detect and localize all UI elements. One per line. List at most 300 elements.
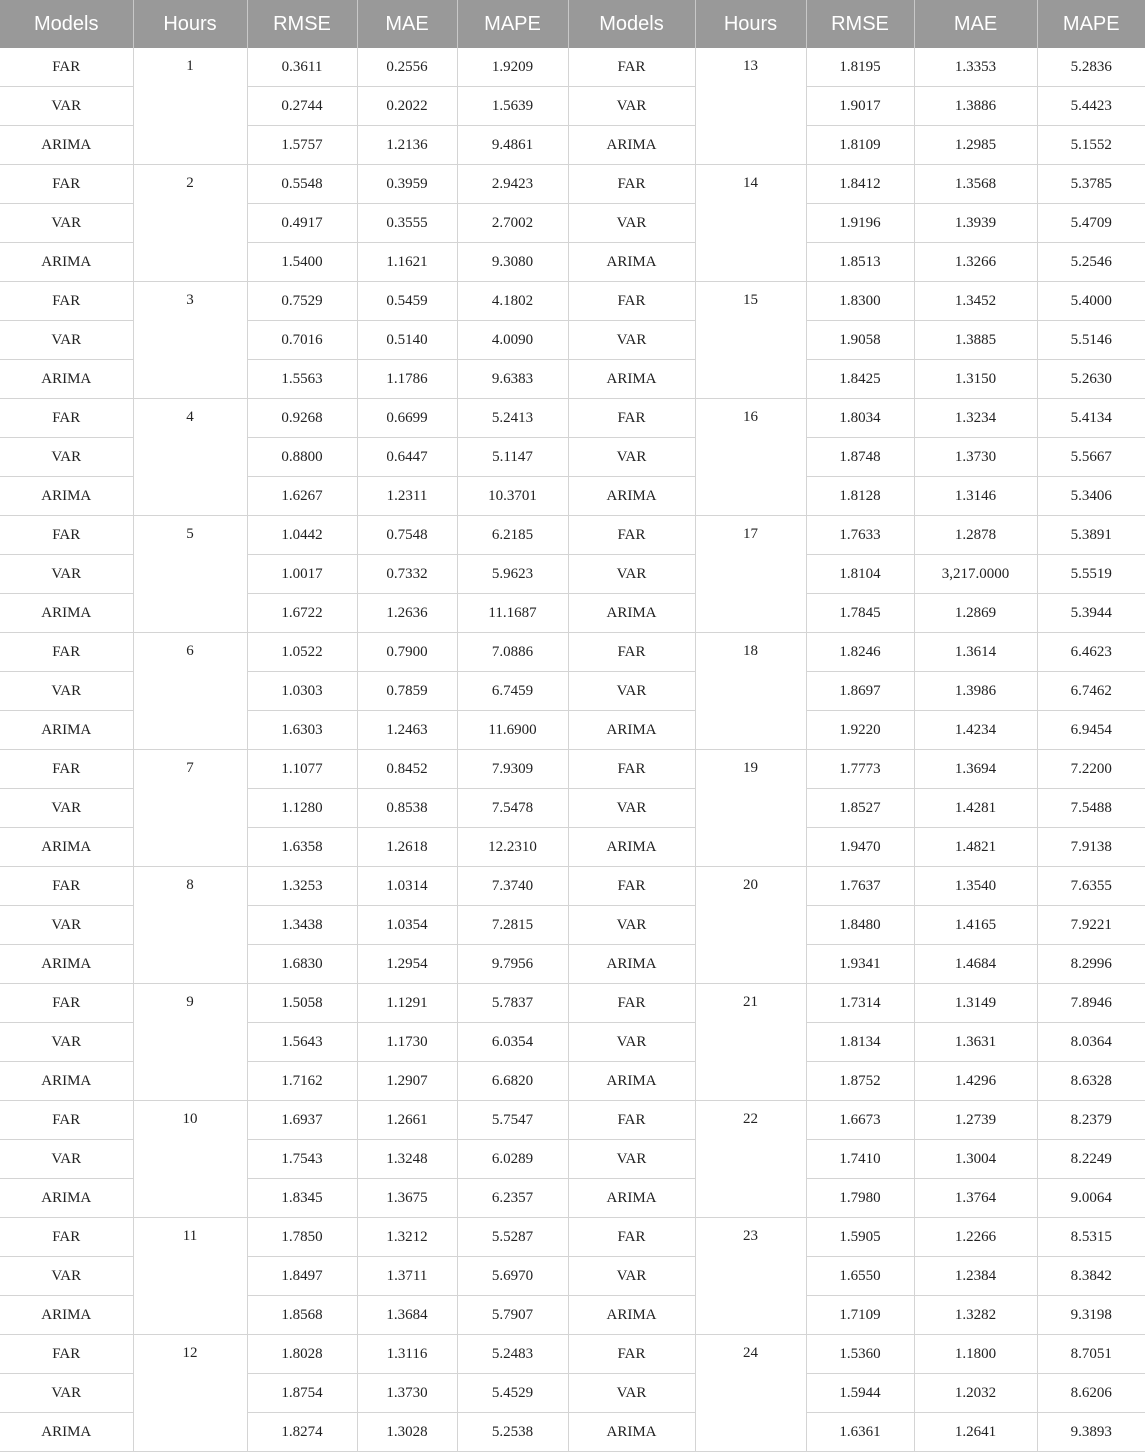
rmse-cell: 1.9058 [806, 321, 914, 360]
model-cell: ARIMA [0, 477, 133, 516]
model-cell: VAR [0, 438, 133, 477]
mape-cell: 6.0354 [457, 1023, 568, 1062]
table-row [0, 867, 1145, 906]
model-cell: VAR [0, 672, 133, 711]
model-cell: VAR [0, 1140, 133, 1179]
model-cell: VAR [568, 906, 695, 945]
mape-cell: 8.2996 [1037, 945, 1145, 984]
mape-cell: 12.2310 [457, 828, 568, 867]
mape-cell: 6.4623 [1037, 633, 1145, 672]
mape-cell: 6.0289 [457, 1140, 568, 1179]
rmse-cell: 0.2744 [247, 87, 357, 126]
rmse-cell: 1.8109 [806, 126, 914, 165]
mae-cell: 1.2739 [914, 1101, 1037, 1140]
hour-cell: 13 [695, 48, 806, 165]
mae-cell: 1.3149 [914, 984, 1037, 1023]
mae-cell: 1.3675 [357, 1179, 457, 1218]
rmse-cell: 1.8425 [806, 360, 914, 399]
model-cell: FAR [0, 867, 133, 906]
rmse-cell: 1.7314 [806, 984, 914, 1023]
rmse-cell: 1.7410 [806, 1140, 914, 1179]
rmse-cell: 1.7850 [247, 1218, 357, 1257]
mae-cell: 1.3885 [914, 321, 1037, 360]
model-cell: FAR [0, 399, 133, 438]
header-hours: Hours [133, 0, 247, 48]
hour-cell: 17 [695, 516, 806, 633]
header-mae: MAE [357, 0, 457, 48]
header-row [0, 0, 1145, 48]
model-cell: ARIMA [568, 945, 695, 984]
mae-cell: 1.3540 [914, 867, 1037, 906]
mae-cell: 0.5459 [357, 282, 457, 321]
table-row [0, 516, 1145, 555]
mape-cell: 5.5287 [457, 1218, 568, 1257]
rmse-cell: 1.9220 [806, 711, 914, 750]
rmse-cell: 1.5643 [247, 1023, 357, 1062]
model-cell: VAR [0, 204, 133, 243]
rmse-cell: 0.7016 [247, 321, 357, 360]
mae-cell: 1.3694 [914, 750, 1037, 789]
model-cell: ARIMA [568, 711, 695, 750]
rmse-cell: 1.9196 [806, 204, 914, 243]
model-cell: VAR [0, 1374, 133, 1413]
rmse-cell: 1.8697 [806, 672, 914, 711]
mae-cell: 1.2463 [357, 711, 457, 750]
mape-cell: 2.9423 [457, 165, 568, 204]
mae-cell: 1.3266 [914, 243, 1037, 282]
model-cell: ARIMA [0, 360, 133, 399]
rmse-cell: 1.9341 [806, 945, 914, 984]
mape-cell: 5.2538 [457, 1413, 568, 1452]
table-body [0, 48, 1145, 1452]
rmse-cell: 0.9268 [247, 399, 357, 438]
rmse-cell: 1.6550 [806, 1257, 914, 1296]
model-cell: FAR [0, 48, 133, 87]
mape-cell: 6.7462 [1037, 672, 1145, 711]
model-cell: VAR [0, 1023, 133, 1062]
rmse-cell: 0.3611 [247, 48, 357, 87]
mae-cell: 0.8452 [357, 750, 457, 789]
rmse-cell: 1.8480 [806, 906, 914, 945]
mae-cell: 1.2954 [357, 945, 457, 984]
rmse-cell: 1.0017 [247, 555, 357, 594]
model-cell: VAR [568, 321, 695, 360]
model-cell: VAR [0, 87, 133, 126]
rmse-cell: 1.7633 [806, 516, 914, 555]
model-cell: VAR [568, 87, 695, 126]
header-models: Models [0, 0, 133, 48]
mae-cell: 0.2022 [357, 87, 457, 126]
mae-cell: 1.3234 [914, 399, 1037, 438]
rmse-cell: 1.8754 [247, 1374, 357, 1413]
model-cell: ARIMA [0, 1062, 133, 1101]
mae-cell: 1.3568 [914, 165, 1037, 204]
rmse-cell: 1.5058 [247, 984, 357, 1023]
mape-cell: 5.3406 [1037, 477, 1145, 516]
model-cell: FAR [0, 984, 133, 1023]
hour-cell: 24 [695, 1335, 806, 1452]
mape-cell: 5.4709 [1037, 204, 1145, 243]
model-cell: ARIMA [0, 1413, 133, 1452]
mae-cell: 1.4821 [914, 828, 1037, 867]
mae-cell: 1.3146 [914, 477, 1037, 516]
model-cell: VAR [568, 1140, 695, 1179]
mae-cell: 1.0354 [357, 906, 457, 945]
mae-cell: 1.2311 [357, 477, 457, 516]
rmse-cell: 0.8800 [247, 438, 357, 477]
model-cell: FAR [568, 633, 695, 672]
rmse-cell: 1.8028 [247, 1335, 357, 1374]
rmse-cell: 1.6937 [247, 1101, 357, 1140]
mae-cell: 1.2869 [914, 594, 1037, 633]
header-mape: MAPE [457, 0, 568, 48]
hour-cell: 10 [133, 1101, 247, 1218]
model-cell: VAR [568, 1023, 695, 1062]
mape-cell: 7.8946 [1037, 984, 1145, 1023]
mape-cell: 6.2357 [457, 1179, 568, 1218]
rmse-cell: 1.0522 [247, 633, 357, 672]
mape-cell: 1.9209 [457, 48, 568, 87]
mae-cell: 1.2907 [357, 1062, 457, 1101]
hour-cell: 16 [695, 399, 806, 516]
mape-cell: 6.2185 [457, 516, 568, 555]
model-cell: FAR [568, 165, 695, 204]
hour-cell: 4 [133, 399, 247, 516]
model-cell: VAR [568, 555, 695, 594]
mape-cell: 1.5639 [457, 87, 568, 126]
hour-cell: 3 [133, 282, 247, 399]
mae-cell: 1.2384 [914, 1257, 1037, 1296]
model-cell: ARIMA [568, 1179, 695, 1218]
mape-cell: 5.2836 [1037, 48, 1145, 87]
model-cell: FAR [0, 633, 133, 672]
mae-cell: 0.5140 [357, 321, 457, 360]
mae-cell: 1.2032 [914, 1374, 1037, 1413]
model-cell: ARIMA [0, 126, 133, 165]
mape-cell: 5.2483 [457, 1335, 568, 1374]
mape-cell: 5.7837 [457, 984, 568, 1023]
mae-cell: 1.2266 [914, 1218, 1037, 1257]
mape-cell: 7.6355 [1037, 867, 1145, 906]
rmse-cell: 1.0442 [247, 516, 357, 555]
header-mae: MAE [914, 0, 1037, 48]
mape-cell: 11.6900 [457, 711, 568, 750]
table-row [0, 1101, 1145, 1140]
mae-cell: 0.6447 [357, 438, 457, 477]
model-cell: FAR [0, 1218, 133, 1257]
mape-cell: 9.3893 [1037, 1413, 1145, 1452]
rmse-cell: 1.6673 [806, 1101, 914, 1140]
rmse-cell: 1.5360 [806, 1335, 914, 1374]
mape-cell: 8.2249 [1037, 1140, 1145, 1179]
model-cell: FAR [568, 48, 695, 87]
rmse-cell: 1.8748 [806, 438, 914, 477]
hour-cell: 14 [695, 165, 806, 282]
rmse-cell: 1.8513 [806, 243, 914, 282]
mape-cell: 5.4134 [1037, 399, 1145, 438]
mape-cell: 5.1552 [1037, 126, 1145, 165]
model-cell: ARIMA [568, 1062, 695, 1101]
rmse-cell: 1.3253 [247, 867, 357, 906]
mae-cell: 1.3684 [357, 1296, 457, 1335]
mae-cell: 1.3353 [914, 48, 1037, 87]
mae-cell: 0.7900 [357, 633, 457, 672]
hour-cell: 18 [695, 633, 806, 750]
mape-cell: 7.5478 [457, 789, 568, 828]
mape-cell: 9.3080 [457, 243, 568, 282]
rmse-cell: 0.7529 [247, 282, 357, 321]
hour-cell: 7 [133, 750, 247, 867]
rmse-cell: 1.8134 [806, 1023, 914, 1062]
model-cell: FAR [0, 282, 133, 321]
mae-cell: 1.1800 [914, 1335, 1037, 1374]
model-cell: ARIMA [568, 360, 695, 399]
model-cell: VAR [568, 1257, 695, 1296]
mape-cell: 5.7907 [457, 1296, 568, 1335]
mape-cell: 7.9221 [1037, 906, 1145, 945]
mae-cell: 1.3730 [914, 438, 1037, 477]
mae-cell: 1.3730 [357, 1374, 457, 1413]
mae-cell: 1.0314 [357, 867, 457, 906]
header-models: Models [568, 0, 695, 48]
mape-cell: 5.4529 [457, 1374, 568, 1413]
mape-cell: 8.2379 [1037, 1101, 1145, 1140]
table-row [0, 984, 1145, 1023]
mae-cell: 1.4165 [914, 906, 1037, 945]
model-cell: ARIMA [568, 126, 695, 165]
model-cell: VAR [568, 789, 695, 828]
mae-cell: 0.7332 [357, 555, 457, 594]
model-cell: FAR [568, 1335, 695, 1374]
mae-cell: 0.3959 [357, 165, 457, 204]
mape-cell: 7.0886 [457, 633, 568, 672]
header-rmse: RMSE [247, 0, 357, 48]
mape-cell: 5.5667 [1037, 438, 1145, 477]
rmse-cell: 1.8274 [247, 1413, 357, 1452]
model-cell: FAR [0, 165, 133, 204]
model-cell: VAR [0, 906, 133, 945]
mape-cell: 8.7051 [1037, 1335, 1145, 1374]
hour-cell: 2 [133, 165, 247, 282]
mae-cell: 0.2556 [357, 48, 457, 87]
mae-cell: 1.3614 [914, 633, 1037, 672]
model-cell: FAR [0, 1101, 133, 1140]
mae-cell: 0.3555 [357, 204, 457, 243]
rmse-cell: 1.8568 [247, 1296, 357, 1335]
mape-cell: 5.3891 [1037, 516, 1145, 555]
rmse-cell: 1.8300 [806, 282, 914, 321]
model-cell: VAR [0, 555, 133, 594]
model-cell: ARIMA [0, 945, 133, 984]
rmse-cell: 1.9470 [806, 828, 914, 867]
rmse-cell: 1.5563 [247, 360, 357, 399]
table-row [0, 633, 1145, 672]
model-cell: FAR [0, 1335, 133, 1374]
model-cell: ARIMA [568, 1413, 695, 1452]
mae-cell: 1.2641 [914, 1413, 1037, 1452]
hour-cell: 11 [133, 1218, 247, 1335]
table-row [0, 1335, 1145, 1374]
mape-cell: 7.2200 [1037, 750, 1145, 789]
rmse-cell: 1.0303 [247, 672, 357, 711]
rmse-cell: 1.5757 [247, 126, 357, 165]
rmse-cell: 1.6303 [247, 711, 357, 750]
mape-cell: 5.6970 [457, 1257, 568, 1296]
mae-cell: 1.2985 [914, 126, 1037, 165]
rmse-cell: 1.5905 [806, 1218, 914, 1257]
model-cell: ARIMA [0, 711, 133, 750]
rmse-cell: 1.7980 [806, 1179, 914, 1218]
mape-cell: 5.2546 [1037, 243, 1145, 282]
model-cell: VAR [0, 789, 133, 828]
mae-cell: 0.8538 [357, 789, 457, 828]
rmse-cell: 1.8128 [806, 477, 914, 516]
mae-cell: 1.4684 [914, 945, 1037, 984]
model-cell: FAR [568, 1101, 695, 1140]
rmse-cell: 1.8752 [806, 1062, 914, 1101]
rmse-cell: 1.3438 [247, 906, 357, 945]
rmse-cell: 1.7543 [247, 1140, 357, 1179]
mape-cell: 7.3740 [457, 867, 568, 906]
mape-cell: 5.5519 [1037, 555, 1145, 594]
table-row [0, 399, 1145, 438]
mape-cell: 11.1687 [457, 594, 568, 633]
mape-cell: 8.3842 [1037, 1257, 1145, 1296]
model-cell: FAR [568, 1218, 695, 1257]
model-cell: ARIMA [568, 243, 695, 282]
model-cell: ARIMA [568, 594, 695, 633]
header-hours: Hours [695, 0, 806, 48]
rmse-cell: 1.1280 [247, 789, 357, 828]
mape-cell: 9.3198 [1037, 1296, 1145, 1335]
rmse-cell: 0.5548 [247, 165, 357, 204]
hour-cell: 9 [133, 984, 247, 1101]
mape-cell: 6.7459 [457, 672, 568, 711]
mae-cell: 1.1291 [357, 984, 457, 1023]
mae-cell: 1.1786 [357, 360, 457, 399]
mae-cell: 1.3116 [357, 1335, 457, 1374]
rmse-cell: 1.8345 [247, 1179, 357, 1218]
mape-cell: 5.2630 [1037, 360, 1145, 399]
mae-cell: 1.3150 [914, 360, 1037, 399]
mae-cell: 1.3631 [914, 1023, 1037, 1062]
mape-cell: 5.5146 [1037, 321, 1145, 360]
model-cell: ARIMA [0, 828, 133, 867]
table-row [0, 48, 1145, 87]
rmse-cell: 1.5400 [247, 243, 357, 282]
mape-cell: 6.6820 [457, 1062, 568, 1101]
mae-cell: 1.2136 [357, 126, 457, 165]
rmse-cell: 1.8527 [806, 789, 914, 828]
model-cell: ARIMA [568, 477, 695, 516]
rmse-cell: 1.6358 [247, 828, 357, 867]
model-cell: ARIMA [0, 1296, 133, 1335]
hour-cell: 15 [695, 282, 806, 399]
mae-cell: 1.3886 [914, 87, 1037, 126]
hour-cell: 5 [133, 516, 247, 633]
rmse-cell: 1.8412 [806, 165, 914, 204]
mae-cell: 1.3939 [914, 204, 1037, 243]
mae-cell: 1.2618 [357, 828, 457, 867]
model-cell: FAR [568, 750, 695, 789]
rmse-cell: 1.7109 [806, 1296, 914, 1335]
hour-cell: 6 [133, 633, 247, 750]
mape-cell: 2.7002 [457, 204, 568, 243]
mae-cell: 0.7548 [357, 516, 457, 555]
model-cell: VAR [568, 1374, 695, 1413]
model-cell: FAR [568, 282, 695, 321]
mae-cell: 0.6699 [357, 399, 457, 438]
model-cell: FAR [0, 750, 133, 789]
mape-cell: 7.9138 [1037, 828, 1145, 867]
hour-cell: 12 [133, 1335, 247, 1452]
rmse-cell: 1.6830 [247, 945, 357, 984]
rmse-cell: 1.8195 [806, 48, 914, 87]
mae-cell: 0.7859 [357, 672, 457, 711]
mae-cell: 1.4234 [914, 711, 1037, 750]
mae-cell: 1.3452 [914, 282, 1037, 321]
table-row [0, 1218, 1145, 1257]
table-row [0, 750, 1145, 789]
mape-cell: 8.5315 [1037, 1218, 1145, 1257]
hour-cell: 21 [695, 984, 806, 1101]
mape-cell: 5.3785 [1037, 165, 1145, 204]
rmse-cell: 1.7773 [806, 750, 914, 789]
mape-cell: 9.6383 [457, 360, 568, 399]
mae-cell: 1.3248 [357, 1140, 457, 1179]
rmse-cell: 1.6361 [806, 1413, 914, 1452]
model-cell: ARIMA [0, 243, 133, 282]
mape-cell: 5.7547 [457, 1101, 568, 1140]
hour-cell: 22 [695, 1101, 806, 1218]
mape-cell: 5.9623 [457, 555, 568, 594]
rmse-cell: 1.6722 [247, 594, 357, 633]
rmse-cell: 1.5944 [806, 1374, 914, 1413]
mae-cell: 1.3282 [914, 1296, 1037, 1335]
model-cell: FAR [568, 867, 695, 906]
mae-cell: 1.1621 [357, 243, 457, 282]
mape-cell: 8.6206 [1037, 1374, 1145, 1413]
mape-cell: 5.1147 [457, 438, 568, 477]
hour-cell: 1 [133, 48, 247, 165]
mape-cell: 6.9454 [1037, 711, 1145, 750]
mape-cell: 10.3701 [457, 477, 568, 516]
mape-cell: 5.2413 [457, 399, 568, 438]
model-cell: ARIMA [568, 828, 695, 867]
header-mape: MAPE [1037, 0, 1145, 48]
mae-cell: 3,217.0000 [914, 555, 1037, 594]
model-cell: VAR [0, 321, 133, 360]
rmse-cell: 0.4917 [247, 204, 357, 243]
hour-cell: 20 [695, 867, 806, 984]
rmse-cell: 1.7637 [806, 867, 914, 906]
rmse-cell: 1.6267 [247, 477, 357, 516]
hour-cell: 8 [133, 867, 247, 984]
mae-cell: 1.3028 [357, 1413, 457, 1452]
mae-cell: 1.3764 [914, 1179, 1037, 1218]
mae-cell: 1.1730 [357, 1023, 457, 1062]
model-cell: VAR [0, 1257, 133, 1296]
rmse-cell: 1.8246 [806, 633, 914, 672]
mape-cell: 8.6328 [1037, 1062, 1145, 1101]
mae-cell: 1.3212 [357, 1218, 457, 1257]
header-rmse: RMSE [806, 0, 914, 48]
model-cell: FAR [568, 516, 695, 555]
mape-cell: 4.1802 [457, 282, 568, 321]
mae-cell: 1.3986 [914, 672, 1037, 711]
rmse-cell: 1.8104 [806, 555, 914, 594]
hour-cell: 23 [695, 1218, 806, 1335]
